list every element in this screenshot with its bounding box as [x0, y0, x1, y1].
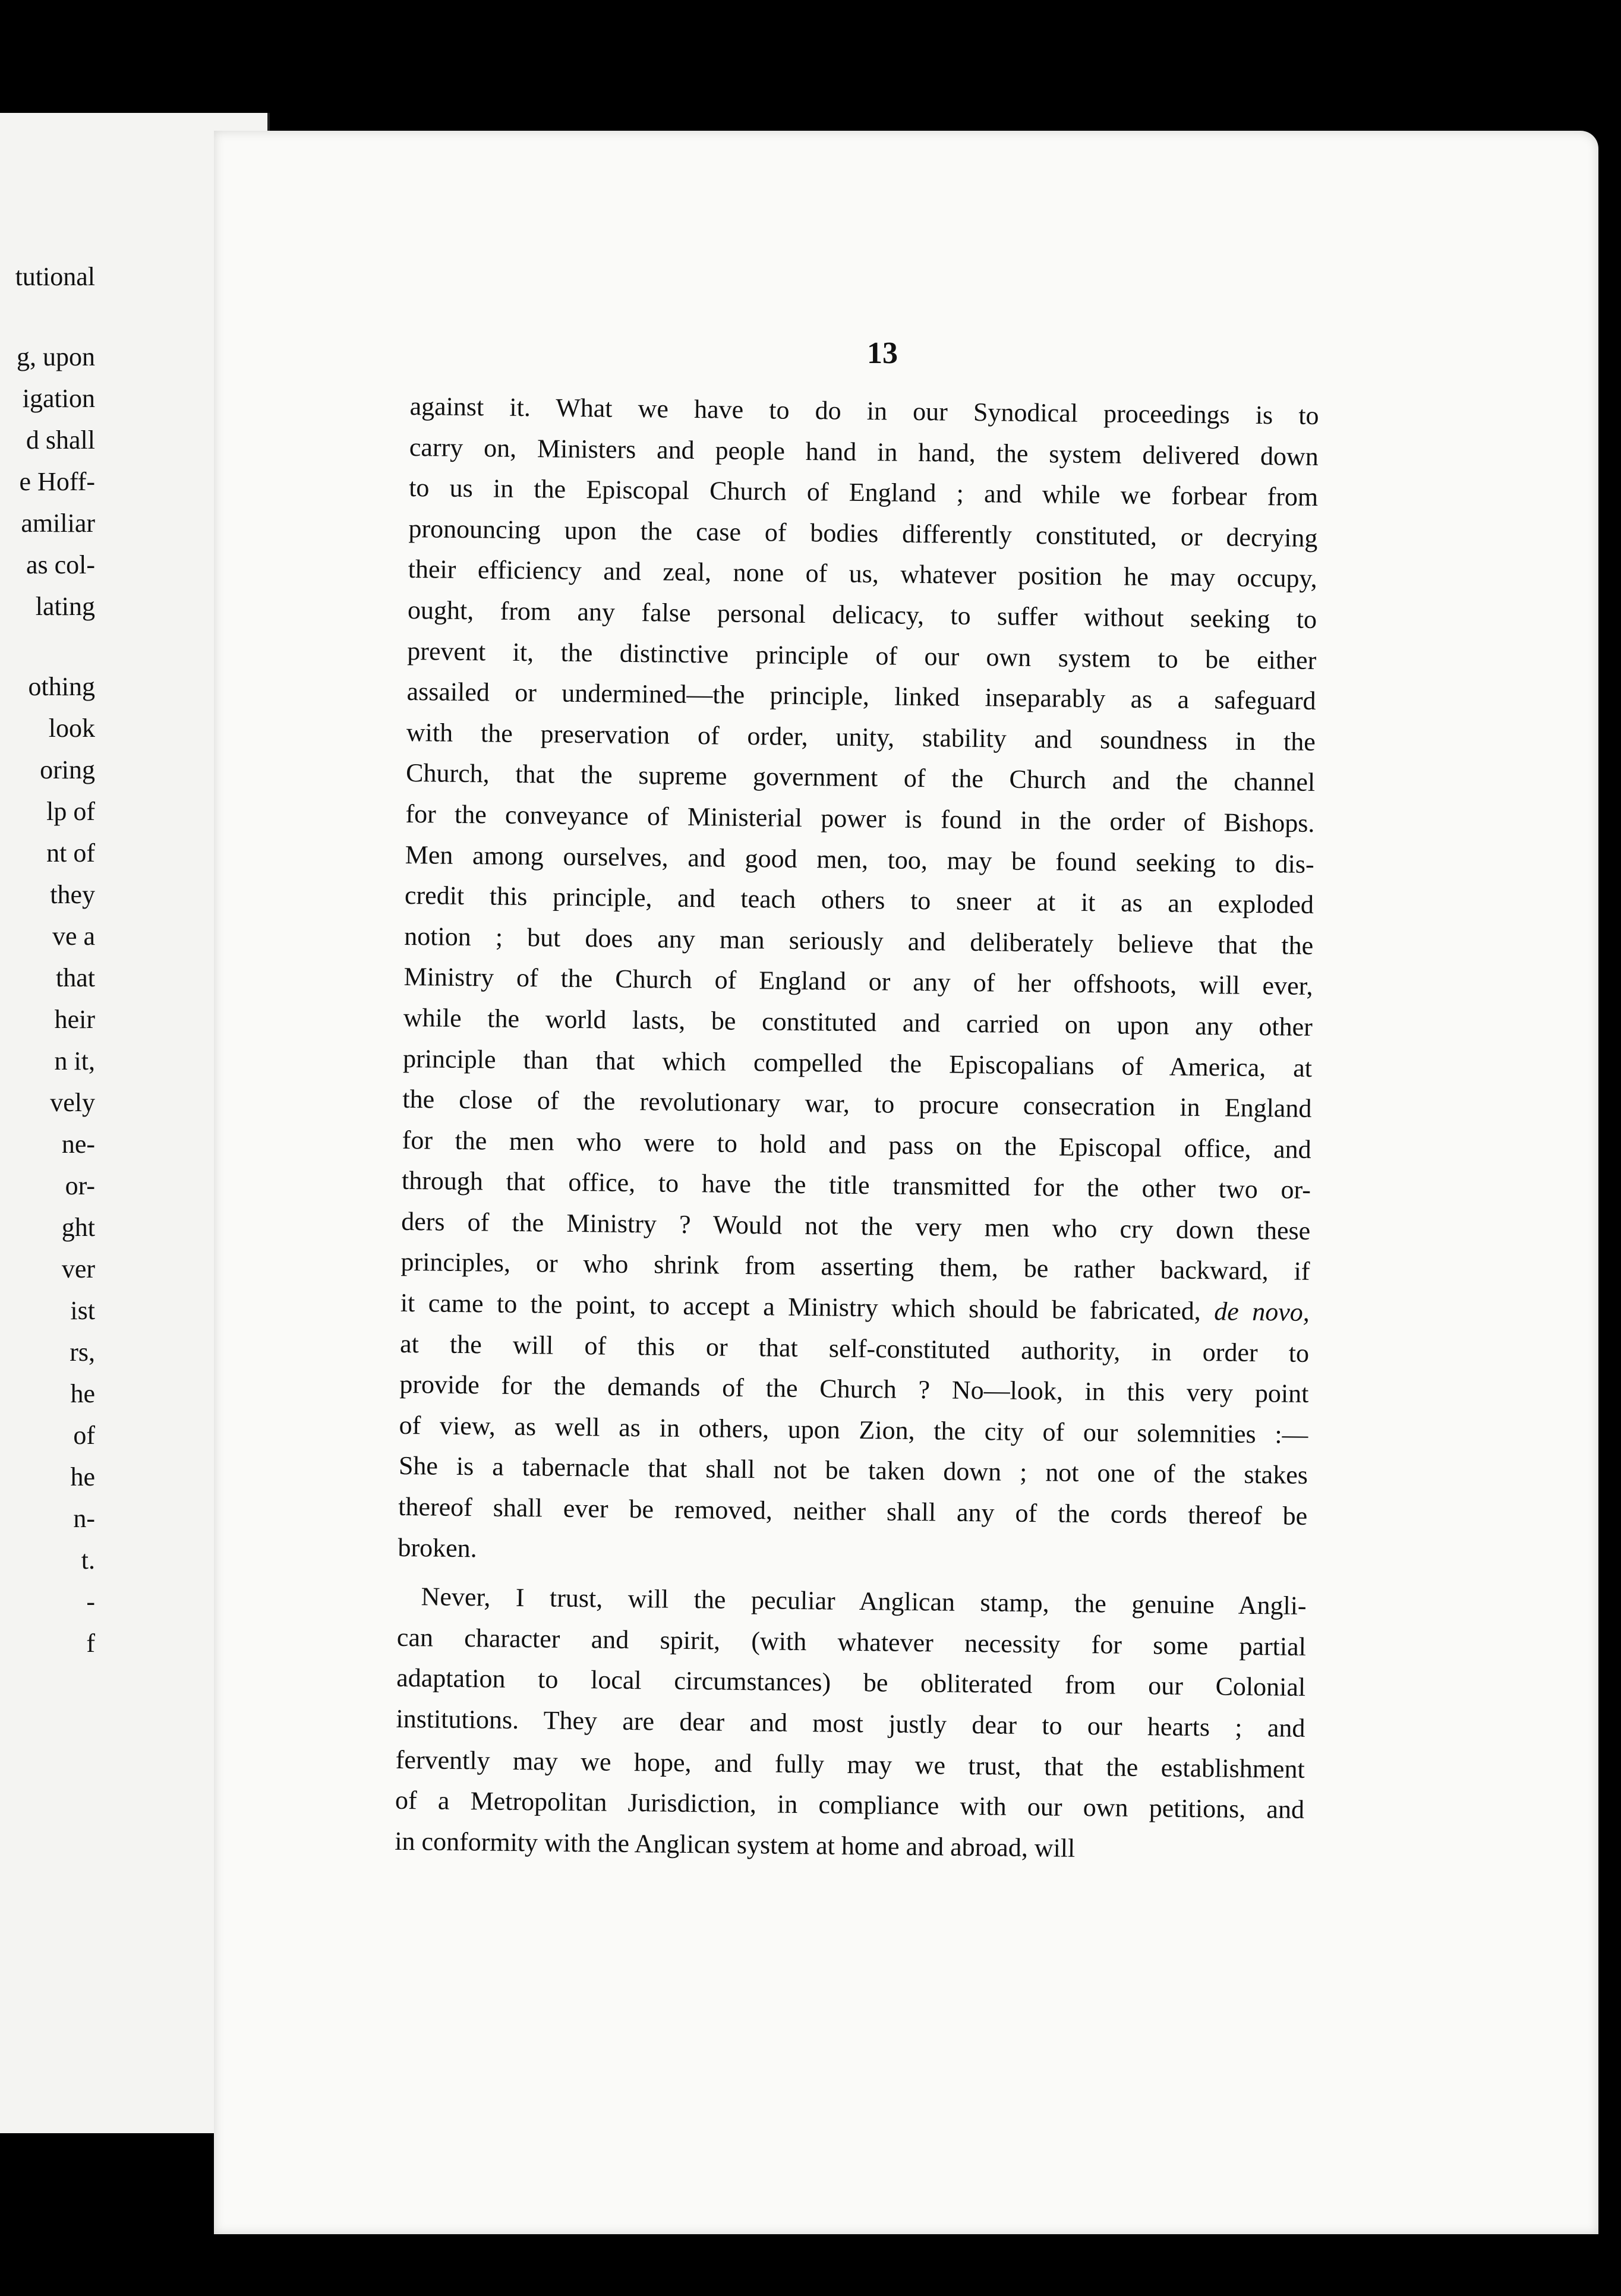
facing-page-fragment: - — [86, 1587, 95, 1616]
text-line-content: principle than that which compelled the Episcopalians of America, at — [402, 1043, 1313, 1083]
facing-page-fragment: t. — [81, 1546, 95, 1575]
text-line-content: through that office, to have the title transmitted for the other two or- — [401, 1166, 1311, 1205]
facing-page-fragment: he — [70, 1462, 95, 1491]
facing-page-fragment: vely — [50, 1088, 95, 1117]
facing-page-fragment: oring — [40, 755, 95, 784]
text-line-content: notion ; but does any man seriously and deliberately believe that the — [404, 921, 1314, 960]
facing-page-fragment: n it, — [54, 1046, 95, 1076]
text-line-content: principles, or who shrink from asserting them, be rather backward, if — [400, 1247, 1310, 1286]
text-line-content: the close of the revolutionary war, to procure consecration in England — [402, 1084, 1312, 1124]
facing-page-fragment: lating — [35, 592, 95, 621]
facing-page-fragment: d shall — [26, 425, 95, 455]
facing-page-fragment: or- — [65, 1171, 95, 1200]
facing-page-fragment: n- — [73, 1504, 95, 1533]
text-line-content: to us in the Episcopal Church of England ; and while we forbear from — [408, 473, 1319, 512]
facing-page-fragment: of — [73, 1421, 95, 1450]
facing-page-fragment: tutional — [15, 262, 95, 291]
text-line-content: Never, I trust, will the peculiar Anglican stamp, the genuine Angli- — [421, 1582, 1307, 1621]
text-line-content: Men among ourselves, and good men, too, may be found seeking to dis- — [405, 840, 1314, 879]
facing-page-fragment: igation — [22, 384, 95, 413]
text-line-content: their efficiency and zeal, none of us, whatever position he may occupy, — [408, 554, 1317, 594]
facing-page-fragment: as col- — [26, 550, 95, 579]
text-line-content: it came to the point, to accept a Ministry which should be fabricated, — [400, 1288, 1201, 1326]
text-line-content: adaptation to local circumstances) be obliterated from our Colonial — [396, 1663, 1306, 1702]
text-line-content: at the will of this or that self-constituted authority, in order to — [399, 1329, 1310, 1368]
facing-page-fragment: lp of — [46, 797, 95, 826]
text-line-content: credit this principle, and teach others to sneer at it as an exploded — [404, 881, 1314, 920]
text-line-content: broken. — [398, 1532, 477, 1563]
facing-page-fragment: heir — [54, 1005, 95, 1034]
facing-page-fragment: that — [56, 963, 95, 992]
facing-page-fragment: he — [70, 1379, 95, 1408]
text-line-content: institutions. They are dear and most justly dear to our hearts ; and — [396, 1704, 1305, 1743]
text-line-content: of a Metropolitan Jurisdiction, in compliance with our own petitions, and — [395, 1786, 1305, 1825]
text-line-content: can character and spirit, (with whatever necessity for some partial — [396, 1622, 1307, 1661]
facing-page-fragment: ght — [61, 1213, 95, 1242]
text-line-content: fervently may we hope, and fully may we trust, that the establishment — [395, 1745, 1305, 1784]
text-line-content: for the men who were to hold and pass on the Episcopal office, and — [402, 1125, 1311, 1164]
text-line-content: while the world lasts, be constituted and carried on upon any other — [403, 1002, 1313, 1042]
text-line-content: with the preservation of order, unity, stability and soundness in the — [406, 717, 1316, 756]
facing-page-fragment: f — [86, 1629, 95, 1658]
facing-page-fragment: ver — [61, 1254, 95, 1283]
facing-page-fragment: ve a — [52, 922, 95, 951]
facing-page-fragment: look — [48, 714, 95, 743]
text-line-content: ders of the Ministry ? Would not the very men who cry down these — [401, 1206, 1311, 1245]
facing-page-text — [0, 113, 95, 2133]
facing-page-fragment: ist — [70, 1296, 95, 1325]
text-line-content: pronouncing upon the case of bodies differently constituted, or decrying — [408, 513, 1318, 553]
page — [214, 131, 1598, 2234]
facing-page-fragment: they — [50, 880, 95, 909]
text-line-content: Ministry of the Church of England or any of her offshoots, will ever, — [403, 962, 1313, 1001]
facing-page-fragment: amiliar — [21, 509, 95, 538]
facing-page-fragment: rs, — [70, 1338, 95, 1367]
text-line-content: against it. What we have to do in our Synodical proceedings is to — [409, 391, 1319, 431]
text-line-content: prevent it, the distinctive principle of our own system to be either — [407, 636, 1317, 675]
facing-page-fragment: e Hoff- — [19, 467, 95, 496]
body-text — [395, 386, 1319, 1871]
facing-page-fragment: nt of — [46, 838, 95, 868]
text-line-content: in conformity with the Anglican system at home and abroad, will — [395, 1826, 1076, 1863]
paragraph-2 — [395, 1576, 1307, 1871]
text-line-content: provide for the demands of the Church ? No—look, in this very point — [399, 1370, 1309, 1409]
text-line-content: Church, that the supreme government of the Church and the channel — [405, 758, 1316, 797]
facing-page-fragment: othing — [28, 672, 95, 701]
text-line-content: of view, as well as in others, upon Zion, the city of our solemnities :— — [399, 1410, 1308, 1449]
text-line-content: for the conveyance of Ministerial power is found in the order of Bishops. — [405, 799, 1315, 838]
paragraph-1 — [398, 386, 1319, 1578]
italic-phrase: de novo, — [1214, 1297, 1310, 1327]
facing-page-fragment: ne- — [61, 1130, 95, 1159]
text-line-content: She is a tabernacle that shall not be taken down ; not one of the stakes — [398, 1451, 1308, 1490]
text-line-content: ought, from any false personal delicacy, to suffer without seeking to — [407, 595, 1317, 634]
text-line-content: assailed or undermined—the principle, linked inseparably as a safeguard — [406, 677, 1316, 716]
facing-page-fragment: g, upon — [17, 342, 95, 371]
page-number: 13 — [867, 336, 898, 370]
text-line-content: thereof shall ever be removed, neither shall any of the cords thereof be — [398, 1491, 1308, 1531]
text-line-content: carry on, Ministers and people hand in hand, the system delivered down — [409, 432, 1319, 471]
